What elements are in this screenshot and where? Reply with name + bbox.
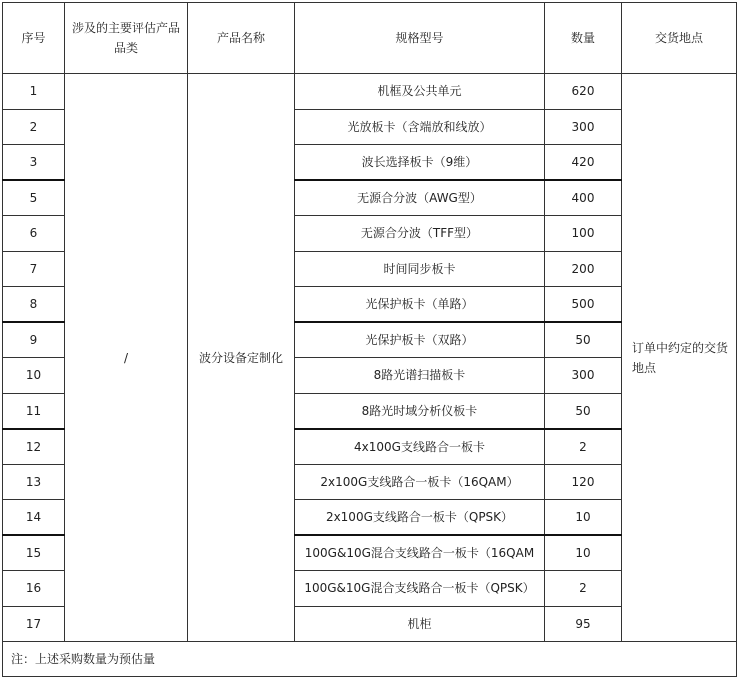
cell-location-merged: 订单中约定的交货地点 [622,74,737,642]
cell-spec: 100G&10G混合支线路合一板卡（16QAM [295,535,545,571]
cell-spec: 4x100G支线路合一板卡 [295,429,545,465]
cell-spec: 8路光谱扫描板卡 [295,358,545,394]
cell-qty: 400 [545,180,622,216]
table-body [3,74,737,642]
cell-index: 15 [3,535,65,571]
cell-index: 11 [3,393,65,429]
footnote-row [3,642,737,677]
cell-index: 3 [3,145,65,181]
cell-index: 16 [3,571,65,607]
cell-spec: 波长选择板卡（9维） [295,145,545,181]
cell-index: 9 [3,322,65,358]
header-row [3,3,737,74]
cell-index: 6 [3,216,65,252]
procurement-table-document [2,2,736,690]
cell-spec: 光保护板卡（单路） [295,287,545,323]
header-index: 序号 [3,3,65,74]
cell-index: 7 [3,251,65,287]
cell-spec: 机框及公共单元 [295,74,545,110]
cell-qty: 10 [545,535,622,571]
cell-spec: 机柜 [295,606,545,642]
cell-spec: 光放板卡（含端放和线放） [295,109,545,145]
cell-qty: 50 [545,322,622,358]
cell-spec: 无源合分波（AWG型） [295,180,545,216]
cell-index: 10 [3,358,65,394]
cell-index: 14 [3,500,65,536]
cell-spec: 2x100G支线路合一板卡（QPSK） [295,500,545,536]
cell-category-merged: / [65,74,188,642]
header-location: 交货地点 [622,3,737,74]
cell-qty: 200 [545,251,622,287]
header-spec: 规格型号 [295,3,545,74]
table-row [3,74,737,110]
footnote: 注：上述采购数量为预估量 [3,642,737,677]
cell-index: 12 [3,429,65,465]
cell-spec: 8路光时域分析仪板卡 [295,393,545,429]
cell-spec: 2x100G支线路合一板卡（16QAM） [295,464,545,500]
cell-index: 17 [3,606,65,642]
cell-spec: 100G&10G混合支线路合一板卡（QPSK） [295,571,545,607]
cell-index: 5 [3,180,65,216]
cell-spec: 无源合分波（TFF型） [295,216,545,252]
header-qty: 数量 [545,3,622,74]
cell-qty: 100 [545,216,622,252]
cell-qty: 95 [545,606,622,642]
cell-qty: 300 [545,109,622,145]
header-category [65,3,188,74]
cell-qty: 500 [545,287,622,323]
cell-qty: 2 [545,571,622,607]
cell-qty: 50 [545,393,622,429]
cell-qty: 300 [545,358,622,394]
cell-product-merged: 波分设备定制化 [188,74,295,642]
cell-index: 2 [3,109,65,145]
cell-spec: 光保护板卡（双路） [295,322,545,358]
cell-qty: 620 [545,74,622,110]
cell-spec: 时间同步板卡 [295,251,545,287]
cell-index: 8 [3,287,65,323]
header-category-text: 涉及的主要评估产品品类 [71,21,180,55]
cell-index: 13 [3,464,65,500]
cell-qty: 10 [545,500,622,536]
cell-qty: 120 [545,464,622,500]
cell-qty: 2 [545,429,622,465]
cell-qty: 420 [545,145,622,181]
header-product: 产品名称 [188,3,295,74]
procurement-table [2,2,737,677]
cell-index: 1 [3,74,65,110]
